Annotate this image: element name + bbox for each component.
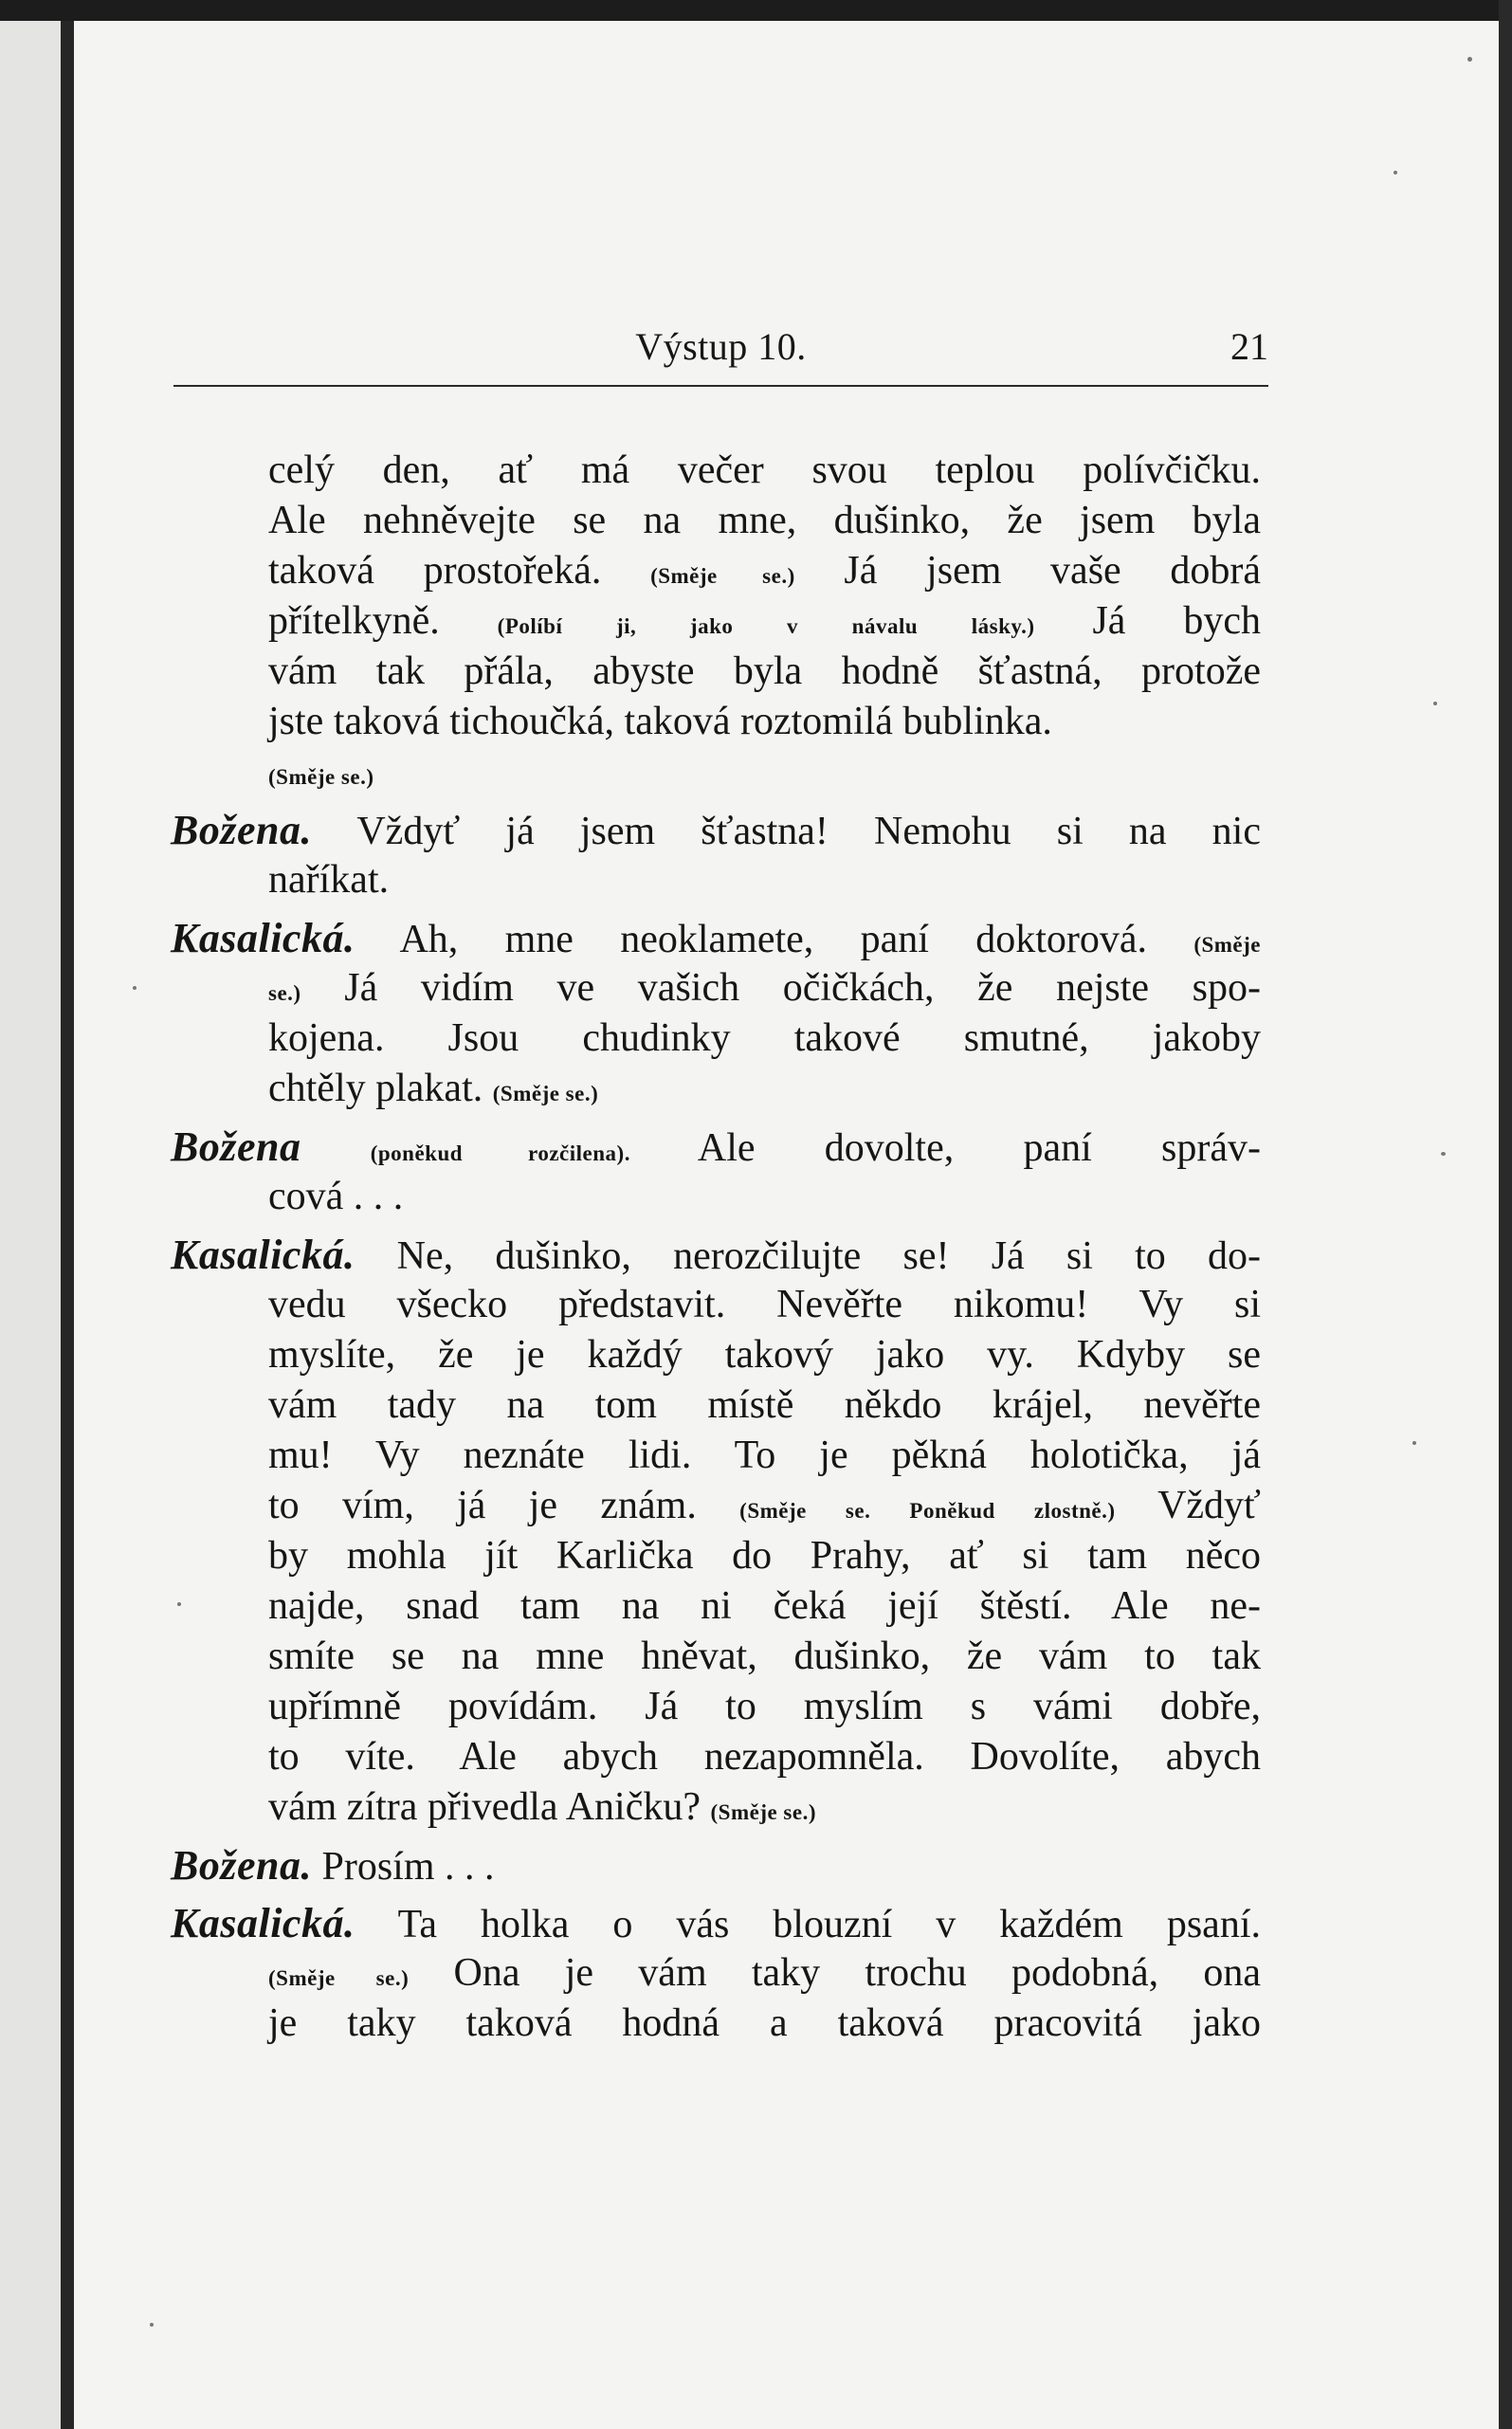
adjacent-page-margin <box>0 0 61 2429</box>
text-line <box>171 1782 1261 1833</box>
stage-direction: (poněkud rozčilena). <box>370 1141 630 1165</box>
text-line <box>171 697 1261 747</box>
line-text: jste taková tichoučká, taková roztomilá bublinka. <box>268 700 1052 743</box>
scan-speck <box>1467 57 1472 62</box>
text-line <box>171 1581 1261 1632</box>
text-line <box>171 1840 1261 1890</box>
stage-direction: se.) <box>268 981 301 1005</box>
scan-speck <box>150 2323 154 2327</box>
speaker-name: Kasalická. <box>171 1232 355 1278</box>
scan-speck <box>1441 1152 1446 1156</box>
text-line <box>171 1122 1261 1172</box>
text-line <box>171 1481 1261 1531</box>
line-text: Já jsem vaše dobrá <box>794 549 1261 593</box>
line-text: Já vidím ve vašich očičkách, že nejste spo- <box>301 966 1261 1010</box>
line-text: Prosím . . . <box>311 1845 495 1889</box>
text-line <box>171 1230 1261 1280</box>
line-text: vám tady na tom místě někdo krájel, nevěřte <box>268 1383 1261 1427</box>
speaker-name: Božena. <box>171 1842 312 1889</box>
line-text: smíte se na mne hněvat, dušinko, že vám to tak <box>268 1635 1261 1678</box>
line-text: by mohla jít Karlička do Prahy, ať si tam něco <box>268 1534 1261 1578</box>
line-text: naříkat. <box>268 858 390 902</box>
line-text: Ne, dušinko, nerozčilujte se! Já si to do- <box>355 1234 1261 1278</box>
text-line <box>171 496 1261 546</box>
text-line <box>171 913 1261 963</box>
text-line <box>171 1280 1261 1330</box>
line-text: cová . . . <box>268 1175 404 1218</box>
text-line <box>171 1898 1261 1948</box>
page-number: 21 <box>1230 325 1268 368</box>
stage-direction: (Směje se.) <box>650 564 795 588</box>
stage-direction: (Směje se.) <box>710 1800 817 1824</box>
line-text: najde, snad tam na ni čeká její štěstí. Ale ne- <box>268 1584 1261 1628</box>
text-line <box>171 805 1261 855</box>
scan-speck <box>1433 702 1437 705</box>
line-text: vedu všecko představit. Nevěřte nikomu! Vy si <box>268 1283 1261 1326</box>
line-text: Ta holka o vás blouzní v každém psaní. <box>355 1903 1261 1946</box>
speaker-name: Kasalická. <box>171 915 355 961</box>
scan-top-border <box>0 0 1512 21</box>
text-line <box>171 1064 1261 1114</box>
text-line <box>171 1948 1261 1999</box>
line-text: Ona je vám taky trochu podobná, ona <box>409 1951 1261 1995</box>
text-line <box>171 963 1261 1014</box>
line-text: mu! Vy neznáte lidi. To je pěkná holotička, já <box>268 1434 1261 1477</box>
scan-speck <box>133 986 137 990</box>
header-rule <box>173 385 1268 387</box>
line-text: to vím, já je znám. <box>268 1484 740 1527</box>
stage-direction: (Směje se.) <box>268 765 374 789</box>
line-text: vám tak přála, abyste byla hodně šťastná, protože <box>268 649 1261 693</box>
line-text: Ale nehněvejte se na mne, dušinko, že jsem byla <box>268 499 1261 542</box>
speaker-name: Božena <box>171 1123 301 1170</box>
line-text: Já bych <box>1034 599 1261 643</box>
line-text: vám zítra přivedla Aničku? <box>268 1785 711 1829</box>
line-text: chtěly plakat. <box>268 1067 493 1110</box>
text-line <box>171 1531 1261 1581</box>
scan-speck <box>1412 1441 1416 1445</box>
line-text: upřímně povídám. Já to myslím s vámi dobře, <box>268 1685 1261 1728</box>
speaker-name: Kasalická. <box>171 1900 355 1946</box>
line-text: Vždyť <box>1115 1484 1261 1527</box>
stage-direction: (Směje se.) <box>492 1082 599 1105</box>
speaker-name: Božena. <box>171 807 312 853</box>
text-line <box>171 1632 1261 1682</box>
text-line <box>171 1732 1261 1782</box>
stage-direction: (Políbí ji, jako v návalu lásky.) <box>497 614 1035 638</box>
text-line <box>171 855 1261 905</box>
text-line <box>171 1380 1261 1431</box>
text-line <box>171 1330 1261 1380</box>
line-text: Ale dovolte, paní správ- <box>629 1126 1261 1170</box>
stage-direction: (Směje <box>1193 933 1261 957</box>
line-text <box>301 1126 370 1170</box>
text-line <box>171 1172 1261 1222</box>
running-title: Výstup 10. <box>635 325 807 368</box>
text-line <box>171 446 1261 496</box>
line-text: kojena. Jsou chudinky takové smutné, jakoby <box>268 1016 1261 1060</box>
stage-direction: (Směje se.) <box>268 1966 410 1990</box>
line-text: celý den, ať má večer svou teplou polívčičku. <box>268 448 1261 492</box>
line-text: Ah, mne neoklamete, paní doktorová. <box>355 918 1194 961</box>
text-line <box>171 596 1261 647</box>
text-line <box>171 1682 1261 1732</box>
text-line <box>171 647 1261 697</box>
scan-right-border <box>1499 0 1512 2429</box>
line-text: je taky taková hodná a taková pracovitá jako <box>268 2001 1261 2045</box>
scan-speck <box>177 1602 181 1606</box>
scan-speck <box>1394 171 1397 174</box>
line-text: přítelkyně. <box>268 599 498 643</box>
text-line <box>171 747 1261 797</box>
line-text: taková prostořeká. <box>268 549 651 593</box>
text-line <box>171 1014 1261 1064</box>
line-text: myslíte, že je každý takový jako vy. Kdyby se <box>268 1333 1261 1377</box>
line-text: to víte. Ale abych nezapomněla. Dovolíte, abych <box>268 1735 1261 1779</box>
dialogue-text <box>171 446 1261 2049</box>
text-line <box>171 1431 1261 1481</box>
line-text: Vždyť já jsem šťastna! Nemohu si na nic <box>311 810 1261 853</box>
text-line <box>171 1999 1261 2049</box>
stage-direction: (Směje se. Poněkud zlostně.) <box>739 1499 1116 1523</box>
page-gutter-shadow <box>61 0 74 2429</box>
text-line <box>171 546 1261 596</box>
page-header <box>173 319 1268 385</box>
